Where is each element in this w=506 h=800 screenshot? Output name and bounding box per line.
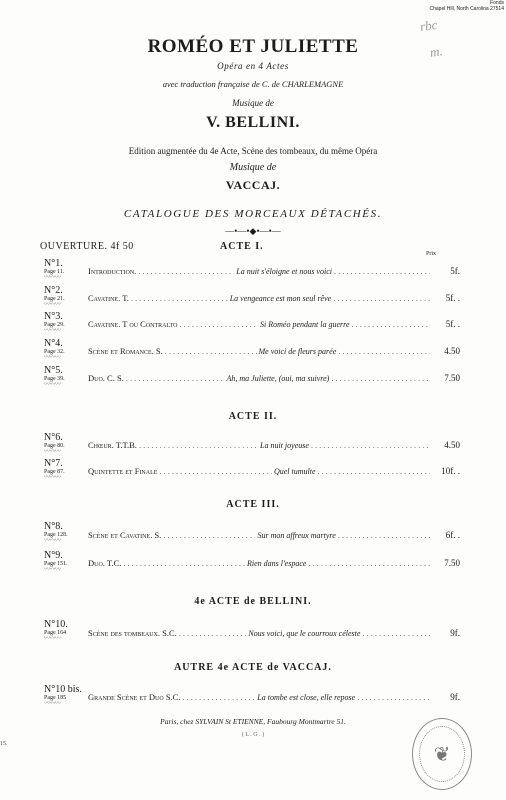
entry-name: Cavatine. T ou Contralto <box>88 319 178 329</box>
entry-number: N°5. <box>44 365 63 376</box>
seal-emblem-icon: ❦ <box>419 726 465 782</box>
ornament-divider: —•—•◆•—•— <box>225 226 281 236</box>
musique-label-2: Musique de <box>229 162 277 173</box>
leader-dots <box>331 373 430 383</box>
entry-page: Page 151. <box>44 561 68 567</box>
entry-price: 7.50 <box>444 558 460 568</box>
leader-dots <box>357 692 430 702</box>
subtitle: Opéra en 4 Actes <box>217 61 289 71</box>
entry-page: Page 21. <box>44 296 65 302</box>
wavy-underline: 〰〰〰 <box>44 275 61 281</box>
library-stamp-line1: Fonds <box>490 0 504 6</box>
entry-price: 4.50 <box>444 440 461 450</box>
leader-dots <box>308 558 430 568</box>
leader-dots <box>362 628 430 638</box>
entry-incipit: Rien dans l'espace <box>246 559 307 568</box>
library-stamp-line2: Chapel Hill, North Carolina 27514 <box>429 6 504 12</box>
catalogue-heading: CATALOGUE DES MORCEAUX DÉTACHÉS. <box>123 208 383 220</box>
leader-dots <box>318 466 431 476</box>
entry-page: Page 128. <box>44 532 68 538</box>
entry-name: Duo. C. S. <box>88 373 124 383</box>
list-item-number-block <box>44 551 68 573</box>
list-item-number-block <box>44 459 65 481</box>
entry-price: 6f. . <box>445 530 460 540</box>
edition-note: Edition augmentée du 4e Acte, Scène des tombeaux, du même Opéra <box>128 146 378 156</box>
entry-page: Page 11. <box>44 269 65 275</box>
entry-page: Page 80. <box>44 443 65 449</box>
act-title-3: ACTE III. <box>226 499 280 510</box>
list-item-number-block <box>44 433 65 455</box>
entry-number: N°4. <box>44 338 63 349</box>
page-title: ROMÉO ET JULIETTE <box>147 36 359 57</box>
leader-dots <box>338 346 430 356</box>
list-item-number-block <box>44 312 65 334</box>
entry-incipit: La tombe est close, elle repose <box>257 693 356 702</box>
list-item-number-block <box>44 620 68 642</box>
plate-number: ( L . G . ) <box>241 732 265 738</box>
leader-dots <box>163 530 255 540</box>
entry-incipit: Me voici de fleurs parée <box>258 347 337 356</box>
entry-name: Cavatine. T. <box>88 293 129 303</box>
entry-number: N°9. <box>44 550 63 561</box>
entry-name: Quintette et Finale <box>88 466 158 476</box>
translation-credit: avec traduction française de C. de CHARLEMAGNE <box>162 79 344 89</box>
entry-price: 4.50 <box>444 346 460 356</box>
list-item <box>88 692 460 702</box>
entry-number: N°1. <box>44 258 63 269</box>
composer-name-2: VACCAJ. <box>225 178 281 192</box>
prix-label: Prix <box>426 251 437 257</box>
entry-incipit: Si Roméo pendant la guerre <box>260 320 350 329</box>
act-title-2: ACTE II. <box>228 411 278 422</box>
entry-page: Page 32. <box>44 349 65 355</box>
entry-incipit: La nuit s'éloigne et nous voici <box>236 267 332 276</box>
wavy-underline: 〰〰〰 <box>44 449 61 455</box>
wavy-underline: 〰〰〰 <box>44 328 61 334</box>
list-item <box>88 440 460 450</box>
leader-dots <box>338 530 430 540</box>
entry-number: N°3. <box>44 311 63 322</box>
entry-name: Grande Scène et Duo S.C. <box>88 692 181 702</box>
entry-price: 7.50 <box>444 373 460 383</box>
leader-dots <box>165 346 257 356</box>
act-title-4: 4e ACTE de BELLINI. <box>194 596 312 607</box>
pencil-annotation-2: m. <box>428 43 444 60</box>
list-item <box>88 346 460 356</box>
library-seal <box>412 718 472 790</box>
leader-dots <box>334 266 430 276</box>
entry-name: Duo. T.C. <box>88 558 122 568</box>
entry-incipit: Nous voici, que le courroux céleste <box>248 629 361 638</box>
entry-page: Page 39. <box>44 376 65 382</box>
list-item <box>88 319 460 329</box>
list-item <box>88 558 460 568</box>
wavy-underline: 〰〰〰 <box>44 538 61 544</box>
entry-incipit: La nuit joyeuse <box>260 441 309 450</box>
list-item <box>88 530 460 540</box>
leader-dots <box>159 466 272 476</box>
entry-number: N°6. <box>44 432 63 443</box>
leader-dots <box>139 440 258 450</box>
leader-dots <box>182 692 255 702</box>
list-item-number-block <box>44 339 65 361</box>
wavy-underline: 〰〰〰 <box>44 302 61 308</box>
library-stamp <box>430 0 505 12</box>
leader-dots <box>352 319 431 329</box>
entry-price: 5f. . <box>445 293 460 303</box>
list-item <box>88 266 460 276</box>
wavy-underline: 〰〰〰 <box>44 636 61 642</box>
wavy-underline: 〰〰〰 <box>44 701 61 707</box>
leader-dots <box>311 440 430 450</box>
leader-dots <box>333 293 430 303</box>
leader-dots <box>138 266 234 276</box>
publisher-imprint: Paris, chez SYLVAIN St ETIENNE, Faubourg Montmartre 51. <box>160 717 346 726</box>
leader-dots <box>179 628 247 638</box>
musique-label: Musique de <box>232 98 274 108</box>
wavy-underline: 〰〰〰 <box>44 567 61 573</box>
entry-incipit: Ah, ma Juliette, (oui, ma suivre) <box>226 374 330 383</box>
entry-page: Page 29. <box>44 322 65 328</box>
pencil-annotation-1: rbc <box>418 16 439 35</box>
wavy-underline: 〰〰〰 <box>44 475 61 481</box>
entry-number: N°10. <box>44 619 68 630</box>
leader-dots <box>123 558 245 568</box>
entry-price: 10f. . <box>441 466 461 476</box>
entry-price: 9f. <box>450 692 461 702</box>
entry-name: Scène et Cavatine. S. <box>88 530 162 540</box>
entry-number: N°8. <box>44 521 63 532</box>
entry-page: Page 185 <box>44 695 67 701</box>
entry-incipit: Quel tumulte <box>273 467 316 476</box>
list-item <box>88 628 460 638</box>
list-item-number-block <box>44 685 82 707</box>
entry-incipit: Sur mon affreux martyre <box>257 531 336 540</box>
entry-page: Page 87. <box>44 469 65 475</box>
act-title-5: AUTRE 4e ACTE de VACCAJ. <box>174 662 332 673</box>
entry-price: 9f. <box>450 628 461 638</box>
margin-mark: 15. <box>0 741 8 747</box>
leader-dots <box>126 373 225 383</box>
list-item <box>88 293 460 303</box>
leader-dots <box>180 319 259 329</box>
entry-name: Scène et Romance. S. <box>88 346 163 356</box>
list-item-number-block <box>44 286 65 308</box>
wavy-underline: 〰〰〰 <box>44 355 61 361</box>
list-item <box>88 373 460 383</box>
leader-dots <box>131 293 228 303</box>
entry-page: Page 164 <box>44 630 67 636</box>
entry-name: Chœur. T.T.B. <box>88 440 137 450</box>
entry-number: N°7. <box>44 458 63 469</box>
act-title-1: ACTE I. <box>220 241 264 252</box>
list-item-number-block <box>44 522 68 544</box>
entry-price: 5f. <box>450 266 460 276</box>
entry-price: 5f. . <box>445 319 461 329</box>
composer-name: V. BELLINI. <box>206 114 300 131</box>
entry-name: Introduction. <box>88 266 137 276</box>
list-item-number-block <box>44 259 64 281</box>
list-item-number-block <box>44 366 65 388</box>
entry-incipit: La vengeance est mon seul rêve <box>229 294 332 303</box>
entry-name: Scène des tombeaux. S.C. <box>88 628 177 638</box>
entry-number: N°10 bis. <box>44 684 82 695</box>
list-item <box>88 466 460 476</box>
entry-number: N°2. <box>44 285 63 296</box>
wavy-underline: 〰〰〰 <box>44 382 61 388</box>
overture-line: OUVERTURE. 4f 50 <box>40 241 134 252</box>
